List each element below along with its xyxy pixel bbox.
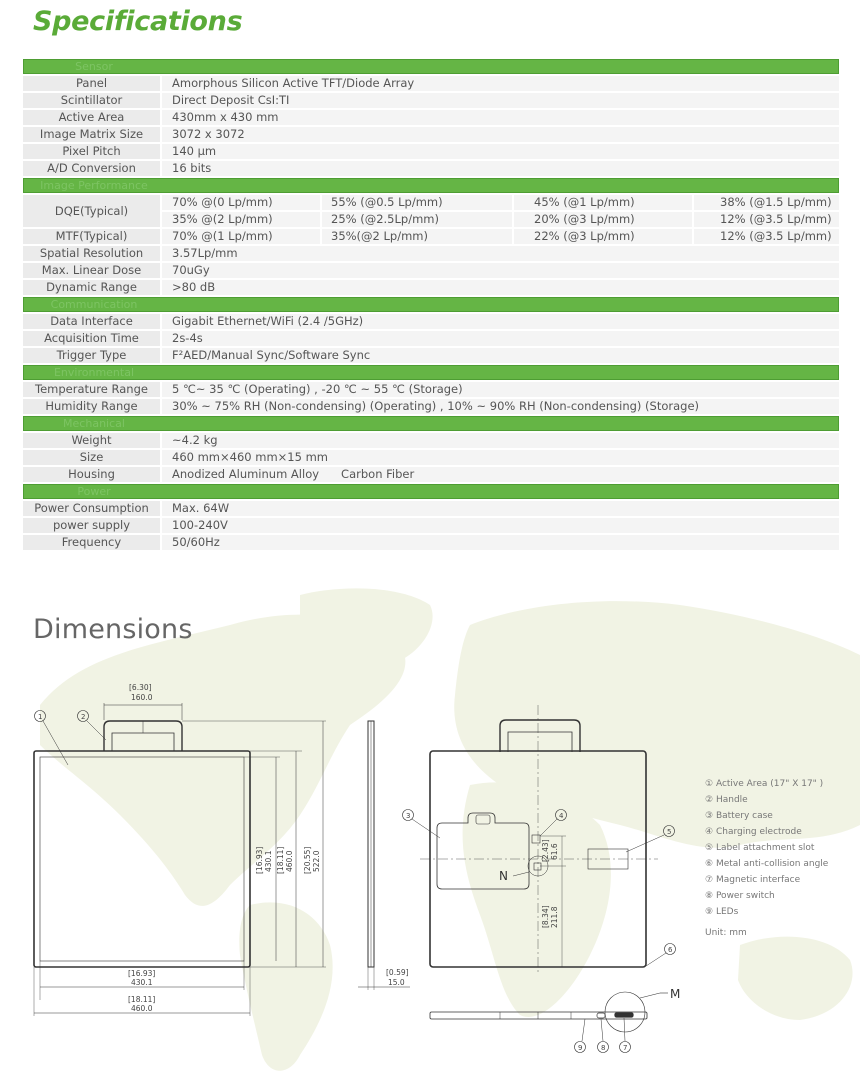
row-value: Direct Deposit CsI:TI [162,93,839,108]
dim-text: [6.30] [129,683,152,692]
dim-text: [0.59] [386,968,409,977]
dim-text: [16.93] [255,846,264,874]
row-value: >80 dB [162,280,839,295]
row-value: 140 μm [162,144,839,159]
legend-item: ② Handle [705,795,748,805]
row-value: ~4.2 kg [162,433,839,448]
row-label: Data Interface [23,314,160,329]
dim-text: [8.34] [541,905,550,928]
legend-item: ⑦ Magnetic interface [705,875,801,885]
row-value: Gigabit Ethernet/WiFi (2.4 /5GHz) [162,314,839,329]
row-value: 3.57Lp/mm [162,246,839,261]
section-title: Mechanical [63,417,125,430]
mtf-value: 12% (@3.5 Lp/mm) [694,229,839,244]
callout-number: 8 [601,1044,606,1052]
dqe-value: 25% (@2.5Lp/mm) [322,212,512,227]
row-value: 3072 x 3072 [162,127,839,142]
row-label: Temperature Range [23,382,160,397]
callout-number: 7 [623,1044,628,1052]
section-title: Communication [50,298,138,311]
dqe-value: 20% (@3 Lp/mm) [514,212,692,227]
callout-number: 1 [38,713,43,721]
row-value: 460 mm×460 mm×15 mm [162,450,839,465]
dim-text: [2.43] [541,839,550,862]
row-value: 5 ℃~ 35 ℃ (Operating) , -20 ℃ ~ 55 ℃ (Storage) [162,382,839,397]
legend-item: ① Active Area (17" X 17" ) [705,779,824,789]
row-value: 30% ~ 75% RH (Non-condensing) (Operating) , 10% ~ 90% RH (Non-condensing) (Storage) [162,399,839,414]
callout-number: 3 [406,812,411,820]
row-label: power supply [23,518,160,533]
row-label: Frequency [23,535,160,550]
mtf-value: 35%(@2 Lp/mm) [322,229,512,244]
row-value: Amorphous Silicon Active TFT/Diode Array [162,76,839,91]
dqe-value: 45% (@1 Lp/mm) [514,195,692,210]
legend-item: ③ Battery case [705,811,773,821]
row-label: MTF(Typical) [23,229,160,244]
legend-item: ⑧ Power switch [705,891,775,901]
bottom-view [430,992,668,1053]
dim-text: [20.55] [303,846,312,874]
housing-value-2: Carbon Fiber [341,467,415,481]
legend-item: ⑥ Metal anti-collision angle [705,859,829,869]
row-label: Humidity Range [23,399,160,414]
housing-value-1: Anodized Aluminum Alloy [172,467,320,481]
row-value: 70uGy [162,263,839,278]
dim-text: [18.11] [276,846,285,874]
legend-item: ⑤ Label attachment slot [705,843,815,853]
row-label: Scintillator [23,93,160,108]
row-label: A/D Conversion [23,161,160,176]
row-label: Housing [23,467,160,482]
row-label: Acquisition Time [23,331,160,346]
callout-number: 6 [668,946,673,954]
legend-item: ④ Charging electrode [705,827,802,837]
row-value: 16 bits [162,161,839,176]
row-label: Active Area [23,110,160,125]
dim-text: 211.8 [550,906,559,928]
dqe-value: 35% @(2 Lp/mm) [162,212,320,227]
row-label: Size [23,450,160,465]
dqe-value: 38% (@1.5 Lp/mm) [694,195,839,210]
row-label: Trigger Type [23,348,160,363]
dim-text: [18.11] [128,995,156,1004]
dqe-value: 70% @(0 Lp/mm) [162,195,320,210]
dim-text: 460.0 [285,850,294,872]
back-view [403,705,676,975]
mtf-value: 22% (@3 Lp/mm) [514,229,692,244]
dim-text: 15.0 [388,978,405,987]
specifications-title: Specifications [33,6,243,37]
section-title: Power [77,485,111,498]
dimensions-title: Dimensions [33,614,193,645]
row-label: DQE(Typical) [23,195,160,227]
dim-text: 430.1 [131,978,153,987]
dim-text: 61.6 [550,843,559,860]
callout-number: 9 [578,1044,583,1052]
row-label: Max. Linear Dose [23,263,160,278]
row-label: Image Matrix Size [23,127,160,142]
row-label: Weight [23,433,160,448]
row-value: 2s-4s [162,331,839,346]
section-title: Environmental [53,366,135,379]
section-title: Sensor [75,60,113,73]
dimensions-legend [705,776,828,938]
dim-text: 522.0 [312,850,321,872]
side-view [358,721,410,990]
detail-label-n: N [499,869,508,883]
row-label: Dynamic Range [23,280,160,295]
row-label: Pixel Pitch [23,144,160,159]
row-label: Spatial Resolution [23,246,160,261]
row-value: 100-240V [162,518,839,533]
callout-number: 2 [81,713,86,721]
row-value: 50/60Hz [162,535,839,550]
row-value: F²AED/Manual Sync/Software Sync [162,348,839,363]
dim-text: 460.0 [131,1004,153,1013]
dqe-value: 12% (@3.5 Lp/mm) [694,212,839,227]
row-value: Max. 64W [162,501,839,516]
legend-item: ⑨ LEDs [705,907,739,917]
row-label: Panel [23,76,160,91]
detail-label-m: M [670,987,681,1001]
dim-text: 160.0 [131,693,153,702]
section-title: Image Performance [40,179,148,192]
dim-text: [16.93] [128,969,156,978]
unit-label: Unit: mm [705,928,747,938]
callout-number: 4 [559,812,564,820]
callout-number: 5 [667,828,672,836]
row-label: Power Consumption [23,501,160,516]
dqe-value: 55% (@0.5 Lp/mm) [322,195,512,210]
dim-text: 430.1 [264,850,273,872]
mtf-value: 70% @(1 Lp/mm) [162,229,320,244]
row-value: 430mm x 430 mm [162,110,839,125]
